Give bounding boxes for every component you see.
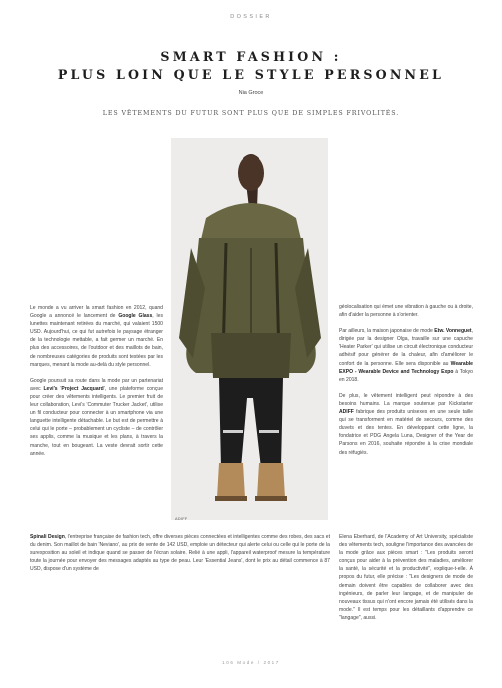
brand-name: Google Glass [118, 313, 153, 320]
article-title-line-2: PLUS LOIN QUE LE STYLE PERSONNEL [57, 67, 445, 82]
brand-name: Levi's [43, 385, 58, 392]
article-lede: LES VÊTEMENTS DU FUTUR SONT PLUS QUE DE SIMPLES FRIVOLITÉS. [102, 110, 400, 117]
brand-name: Etw. Vonneguet [434, 328, 472, 335]
model-illustration [171, 138, 328, 520]
paragraph: Elena Eberhard, de l'Academy of Art University, spécialiste des vêtements tech, souligne l'importance des avancées de la mode grâce aux pièces smart : "Les produits seront conçus pour aider à la prévention des maladies, améliorer la santé, la sécurité et la productivité", explique-t-elle. À propos du futur, elle précise : "Les designers de mode de demain doivent être capables de collaborer avec des ingénieurs, de parler leur langage, et de manipuler de nouveaux tissus qui n'ont encore jamais été utilisés dans la mode." Il est temps pour les détaillants d'apprendre ce "langage", aussi. [339, 534, 473, 621]
paragraph: De plus, le vêtement intelligent peut répondre à des besoins humains. La marque soutenue par Kickstarter ADIFF fabrique des produits unisexes en une seule taille qui se transforment en matériel de secours, comme des duvets et des tentes. En développant cette ligne, la fondatrice et PDG Angela Luna, Designer of the Year de Parsons en 2016, souhaite répondre à la crise mondiale des réfugiés. [339, 392, 473, 456]
section-kicker: DOSSIER [230, 14, 272, 20]
page-footer: 106 Mode / 2017 [222, 660, 280, 665]
author-byline: Nia Groce [238, 90, 264, 96]
paragraph: Par ailleurs, la maison japonaise de mode Etw. Vonneguet, dirigée par la designer Olga, travaille sur une capuche 'Heater Parker' qui utilise un circuit électronique conducteur adhésif pour générer de la chaleur, afin d'améliorer le confort de la personne. Elle sera disponible au Wearable EXPO - Wearable Device and Technology Expo à Tokyo en 2018. [339, 328, 474, 383]
article-column-right-lower [339, 533, 473, 630]
article-title-line-1: SMART FASHION : [160, 49, 342, 64]
brand-name: Spinali Design [30, 534, 65, 540]
fashion-photo [171, 138, 328, 520]
paragraph: géolocalisation qui émet une vibration à gauche ou à droite, afin d'aider la personne à s'orienter. [339, 304, 473, 319]
article-column-left [30, 304, 163, 466]
article-column-right [339, 303, 473, 465]
paragraph: Le monde a vu arriver la smart fashion en 2012, quand Google a annoncé le lancement de Google Glass, les lunettes maintenant retirées du marché, qui valaient 1500 USD. Aujourd'hui, ce qui fut autrefois le paysage étranger de la technologie mettable, a fait germer un marché. En plus des accessoires, de l'outdoor et des maillots de bain, de nombreuses catégories de produits sont testées par les marques, menant la mode au-delà du style personnel. [30, 305, 163, 368]
brand-name: ADIFF [339, 409, 354, 416]
event-name: Wearable EXPO - Wearable Device and Technology Expo [339, 360, 473, 375]
paragraph: Spinali Design, l'entreprise française de fashion tech, offre diverses pièces connectées et intelligentes comme des robes, des sacs et du denim. Son maillot de bain 'Neviano', au prix de vente de 142 USD, emploie un détecteur qui alerte celui ou celle qui le porte de la surexposition au soleil et indique quand se passer de l'écran solaire. Relié à une appli, l'appareil waterproof mesure la température toute la journée pour envoyer des messages adaptés au type de peau. Leur 'Essential Jeans', dont le prix au détail commence à 87 USD, dispose d'un système de [30, 534, 330, 573]
article-column-wide [30, 533, 330, 581]
paragraph: Google poursuit sa route dans la mode par un partenariat avec Levi's 'Project Jacquard', une plateforme conçue pour créer des vêtements intelligents. Le premier fruit de leur collaboration, Levi's 'Commuter Trucker Jacket', utilise un fil conducteur pour connecter à un smartphone via une languette intelligente détachable. Le but est de permettre à celui qui le porte – probablement un cycliste – de contrôler ses applis, comme la musique et les plans, à travers la manche, tout en bougeant. La veste devrait sortir cette année. [30, 377, 163, 457]
photo-credit: ADIFF [175, 517, 188, 521]
brand-name: Project Jacquard [61, 385, 104, 392]
